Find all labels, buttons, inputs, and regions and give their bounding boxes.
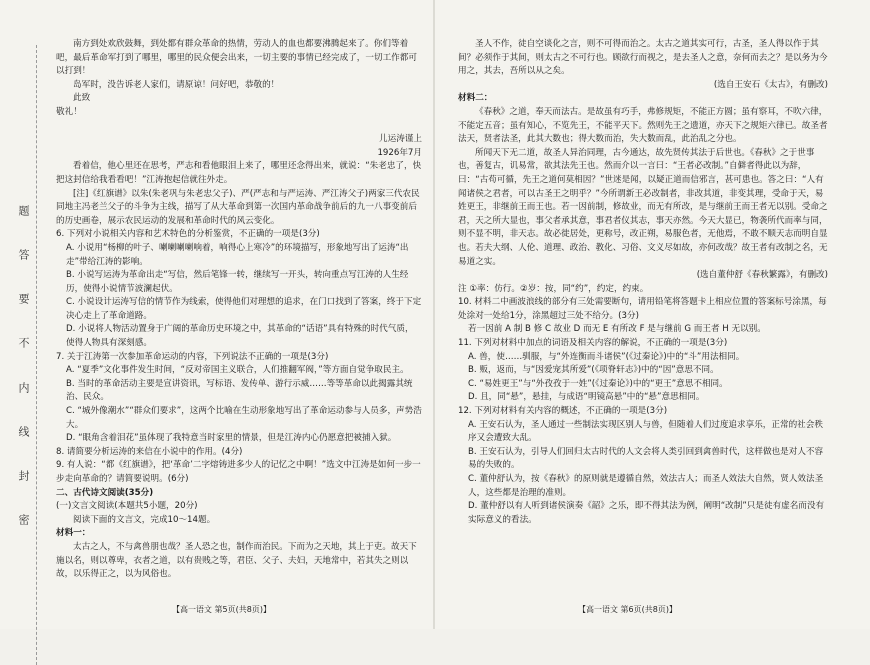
binding-char: 不	[17, 337, 30, 349]
page-footer-right: 【高一语文 第6页(共8页)】	[578, 605, 677, 614]
text-paragraph: 若一因前 A 制 B 修 C 故业 D 而无 E 有所改 F 是与继前 G 而王者 H 无以别。	[468, 324, 766, 335]
text-paragraph: 材料一：	[56, 528, 91, 539]
text-paragraph: 材料二：	[458, 93, 493, 104]
text-paragraph: A. 小说用“杨柳的叶子、喇喇喇喇响着，响得心上寒冷”的环境描写，形象地写出了运涛“出走”带给江涛的影响。	[66, 242, 409, 267]
text-paragraph: (选自王安石《太古》，有删改)	[713, 79, 828, 90]
text-paragraph: 岛军时，没告诉老人家们，请原谅！问好吧，恭敬的！	[73, 79, 280, 90]
text-paragraph: 圣人不作，徒自空谈化之言，则不可得而治之。太古之道其实可行，古圣，圣人得以作于其间？必须作于其间，则太古之不可行也。顾欲行而视之，是去圣人之意，奈何而去之？是以务为今用之，其去，吾所以从之矣。	[458, 39, 828, 77]
binding-char: 线	[17, 425, 30, 437]
binding-char: 密	[17, 513, 30, 525]
page-footer-left: 【高一语文 第5页(共8页)】	[172, 605, 271, 614]
binding-char: 题	[17, 205, 30, 216]
text-paragraph: 12. 下列对材料有关内容的概述，不正确的一项是(3分)	[458, 406, 668, 417]
text-paragraph: C. 董仲舒认为，按《春秋》的原则就是遵循自然，效法古人；而圣人效法大自然，贤人效法圣人，这些都是治理的准则。	[468, 474, 824, 498]
text-paragraph: D. 小说将人物活动置身于广阔的革命历史环境之中，其革命的“话语”具有特殊的时代气质，使得人物具有深刻感。	[66, 324, 414, 349]
text-paragraph: [注]《红旗谱》以朱(朱老巩与朱老忠父子)、严(严志和与严运涛、严江涛父子)两家三代农民同地主冯老兰父子的斗争为主线，描写了从大革命到第一次国内革命战争前后的九一八事变前后的历史画卷，展示农民运动的发展和革命时代的风云变化。	[56, 188, 420, 226]
right-page-column	[458, 38, 828, 527]
text-paragraph: 阅读下面的文言文，完成10～14题。	[73, 514, 216, 525]
text-paragraph: 10. 材料二中画波浪线的部分有三处需要断句，请用铅笔将答题卡上相应位置的答案标号涂黑，每处涂对一处给1分，涂黑超过三处不给分。(3分)	[458, 297, 827, 321]
text-paragraph: 二、古代诗文阅读(35分)	[56, 487, 154, 498]
binding-char: 封	[17, 469, 30, 481]
text-paragraph: (选自董仲舒《春秋繁露》，有删改)	[696, 270, 828, 281]
text-paragraph: B. 当时的革命活动主要是宣讲资讯，写标语、发传单、游行示威……等等革命以此揭露其统治、民众。	[66, 378, 413, 403]
text-paragraph: 所闻天下无二道，故圣人异治同理，古今通达，故先贤传其法于后世也。《春秋》之于世事也，善复古，讥易常，欲其法先王也。然而介以一言曰：“王者必改制。”自僻者得此以为辞，曰：“古苟可循，先王之道何莫相因？”世迷是闻，以疑正道而信邪言，甚可患也。答之曰：“人有闻诸侯之君者，可以古圣王之明乎？”今所谓新王必改制者，非改其道，非变其理，受命于天，易姓更王，非继前王而王也。若一因前制，修故业，而无有所改，是与继前王而王者无以别。受命之君，天之所大显也，事父者承其意，事君者仪其志，事天亦然。今天大显已，物袭所代而率与同，则不显不明，非天志。故必徙居处，更称号，改正朔，易服色者，无他焉，不敢不顺天志而明自显也。若夫大纲、人伦、道理、政治、教化、习俗、文义尽如故，亦何改哉？故王者有改制之名，无易道之实。	[458, 147, 828, 267]
binding-char: 要	[17, 293, 30, 305]
binding-char: 内	[17, 381, 30, 393]
text-paragraph: C. “易姓更王”与“外孜孜于一姓”(《过秦论》)中的“更王”意思不相同。	[468, 378, 728, 389]
text-paragraph: 8. 请简要分析运涛的来信在小说中的作用。(4分)	[56, 446, 243, 457]
text-paragraph: A. 兽，使……驯服，与“外连衡而斗诸侯”(《过秦论》)中的“斗”用法相同。	[468, 351, 745, 362]
page-fold-line	[433, 0, 435, 629]
text-paragraph: D. 且，同“悬”，悬挂，与成语“明镜高悬”中的“悬”意思相同。	[468, 392, 705, 403]
text-paragraph: 6. 下列对小说相关内容和艺术特色的分析鉴赏，不正确的一项是(3分)	[56, 229, 320, 240]
text-paragraph: 7. 关于江涛第一次参加革命运动的内容，下列说法不正确的一项是(3分)	[56, 351, 329, 362]
text-paragraph: 南方到处欢欣鼓舞，到处都有群众革命的热情，劳动人的血也都要沸腾起来了。你们等着吧，最后革命军打到了哪里，哪里的民众便会出来，一切主要的事情已经完成了，一切工作都可以打到！	[56, 39, 417, 77]
text-paragraph: 太古之人，不与禽兽朋也哉？圣人恐之也，制作而治民。下而为之天地，其上于吏。故天下施以名，则以尊卑，衣者之道，以有贵贱之等，君臣、父子、夫妇，天地常中，若其失之则以故，以乐得正之，以为风俗也。	[56, 541, 417, 580]
text-paragraph: B. 贩，返而，与“因爱宠其所爱”(《项脊轩志》)中的“因”意思不同。	[468, 365, 719, 376]
binding-dashed-line	[36, 45, 37, 665]
text-paragraph: B. 王安石认为，引导人们回归太古时代的人文会将人类引回到禽兽时代，这样做也是对人不容易的失败的。	[468, 446, 824, 471]
text-paragraph: 注 ①率：仿行。②岁：按，同“约”，约定，约束。	[458, 283, 649, 294]
text-paragraph: C. “城外像潮水”“群众们要求”，这两个比喻在生动形象地写出了革命运动参与人员多，声势浩大。	[66, 406, 422, 430]
text-paragraph: A. 王安石认为，圣人通过一些制法实现区别人与兽，但随着人们过度追求享乐，正常的社会秩序又会遭致大乱。	[468, 419, 823, 444]
text-paragraph: 儿运涛谨上	[379, 134, 422, 145]
left-page-column	[56, 38, 422, 582]
binding-margin	[14, 205, 32, 525]
text-paragraph: 9. 有人说：“都《红旗谱》，把‘革命’二字熔铸进多少人的记忆之中啊！”选文中江涛是如何一步一步走向革命的？请简要说明。(6分)	[56, 460, 421, 484]
text-paragraph: (一)文言文阅读(本题共5小题，20分)	[56, 501, 198, 512]
text-paragraph: 1926年7月	[377, 147, 422, 158]
text-paragraph: 11. 下列对材料中加点的词语及相关内容的解说，不正确的一项是(3分)	[458, 338, 728, 349]
text-paragraph: 看着信，他心里还在思考，严志和看他眼泪上来了，哪里还念得出来，就说：“朱老忠了，快把这封信给我看看吧！”江涛抱起信就往外走。	[56, 161, 422, 185]
text-paragraph: 敬礼！	[56, 106, 82, 117]
text-paragraph	[56, 120, 422, 134]
text-paragraph: 此致	[73, 93, 91, 104]
text-paragraph: C. 小说设计运涛写信的情节作为线索，使得他们对理想的追求，在门口找到了答案，终于下定决心走上了革命道路。	[66, 297, 422, 321]
text-paragraph: D. 董仲舒以有人听到诸侯演奏《韶》之乐，即不得其法为例，阐明“改制”只是徒有虚名而没有实际意义的看法。	[468, 501, 825, 525]
binding-char: 答	[17, 249, 30, 261]
text-paragraph: 《春秋》之道，奉天而法古。是故虽有巧手，弗修规矩，不能正方圆；虽有察耳，不吹六律，不能定五音；虽有知心，不览先王，不能平天下。然则先王之遗道，亦天下之规矩六律已。故圣者法天，贤者法圣，此其大数也；得大数而治，失大数而乱，此治乱之分也。	[458, 106, 828, 145]
text-paragraph: D. “眼角含着泪花”虽体现了我特意当时家里的情景，但是江涛内心仍愿意把被捕入狱。	[66, 433, 397, 444]
text-paragraph: B. 小说写运涛为革命出走“写信，然后笔锋一转，继续写一开头，转向重点写江涛的人生经历，使得小说情节波澜起伏。	[66, 270, 409, 294]
text-paragraph: A. “夏季”文化事件发生时间，“反对帝国主义联合，人们推翻军阀，”等方面自觉争取民主。	[66, 365, 409, 376]
